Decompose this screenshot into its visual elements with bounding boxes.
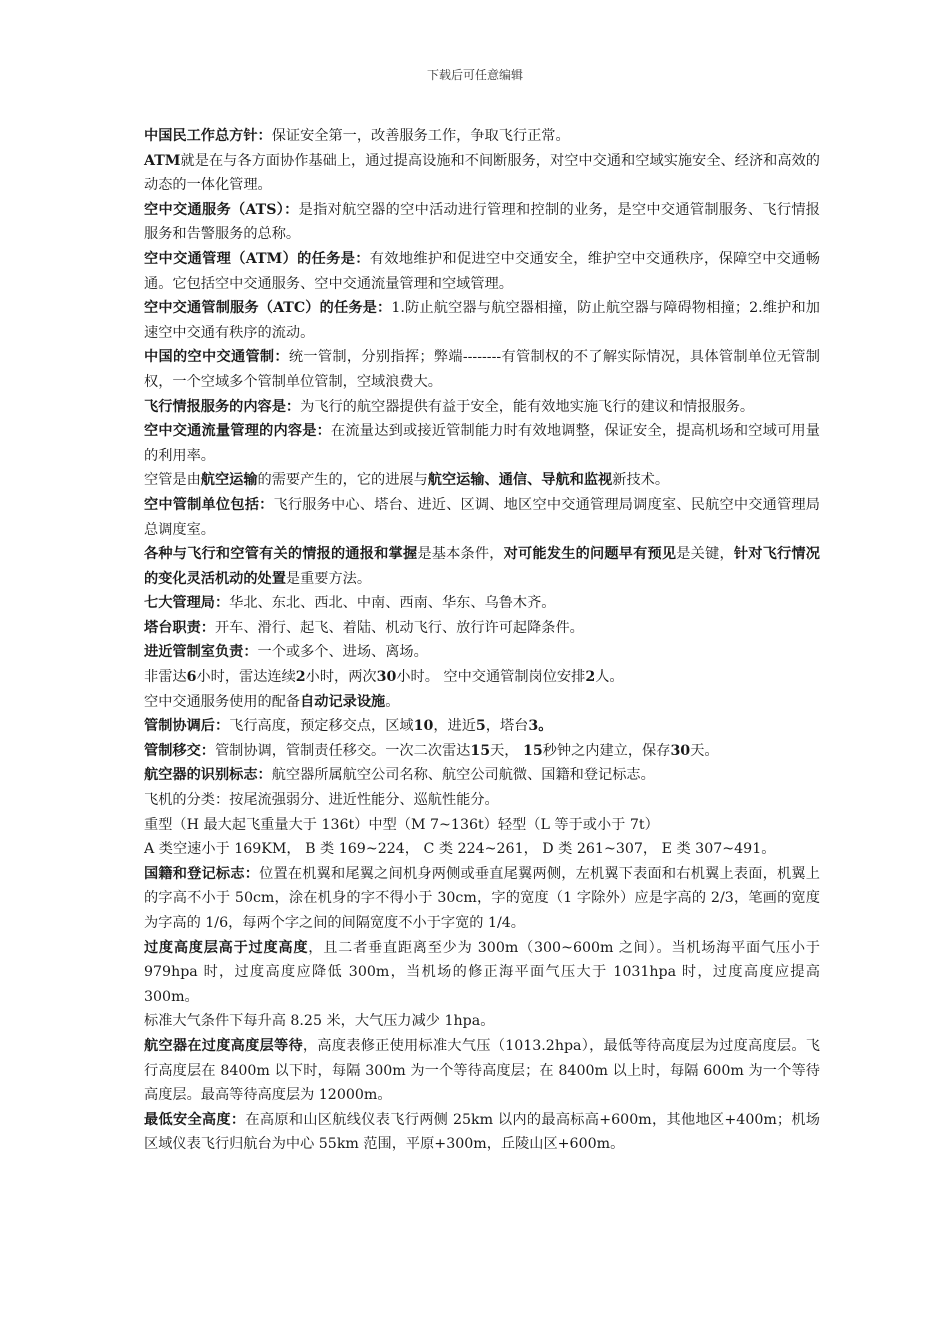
text-run: 是基本条件， [417, 546, 504, 563]
bold-term: 飞行情报服务的内容是： [144, 398, 301, 415]
text-run: 飞机的分类：按尾流强弱分、进近性能分、巡航性能分。 [144, 792, 499, 809]
bold-term: 七大管理局： [144, 595, 230, 612]
paragraph [144, 739, 820, 764]
bold-term: 5 [475, 718, 486, 735]
text-run: 是重要方法。 [285, 570, 372, 587]
bold-term: 30 [376, 669, 397, 686]
paragraph [144, 395, 820, 420]
text-run: 华北、东北、西北、中南、西南、华东、乌鲁木齐。 [229, 595, 556, 612]
paragraph [144, 1108, 820, 1157]
text-run: 保证安全第一，改善服务工作，争取飞行正常。 [271, 128, 570, 144]
bold-term: ATM [144, 152, 181, 169]
paragraph [144, 813, 820, 838]
text-run: 人。 [595, 669, 624, 686]
text-run: 统一管制，分别指挥；弊端--------有管制权的不了解实际情况，具体管制单位无管制权，一个空域多个管制单位管制，空域浪费大。 [144, 349, 820, 390]
bold-term: 10 [413, 718, 434, 735]
text-run: ，进近 [433, 718, 476, 735]
bold-term: 中国民工作总方针： [144, 128, 272, 144]
text-run: ，高度表修正使用标准大气压（1013.2hpa），最低等待高度层为过度高度层。飞行高度层在 8400m 以下时，每隔 300m 为一个等待高度层；在 8400m 以上时，每隔 600m 为一个等待高度层。最高等待高度层为 12000m。 [144, 1037, 820, 1104]
bold-term: 自动记录设施 [300, 693, 386, 710]
paragraph [144, 862, 820, 936]
paragraph [144, 690, 820, 715]
paragraph [144, 788, 820, 813]
bold-term: 2 [295, 669, 306, 686]
text-run: 新技术。 [612, 472, 670, 489]
text-run: 有效地维护和促进空中交通安全，维护空中交通秩序，保障空中交通畅通。它包括空中交通服务、空中交通流量管理和空域管理。 [144, 250, 820, 292]
paragraph [144, 616, 820, 641]
paragraph [144, 640, 820, 665]
paragraph [144, 936, 820, 1010]
bold-term: 15 [522, 742, 543, 759]
paragraph [144, 247, 820, 296]
text-run: ，且二者垂直距离至少为 300m（300~600m 之间）。当机场海平面气压小于 979hpa 时，过度高度应降低 300m，当机场的修正海平面气压大于 1031hpa 时，过度高度应提高 300m。 [144, 939, 820, 1005]
bold-term: 航空器在过度高度层等待 [144, 1037, 303, 1054]
text-run: 重型（H 最大起飞重量大于 136t）中型（M 7~136t）轻型（L 等于或小于 7t） [144, 816, 659, 833]
text-run: 1.防止航空器与航空器相撞，防止航空器与障碍物相撞；2.维护和加速空中交通有秩序的流动。 [144, 300, 820, 341]
paragraph [144, 837, 820, 862]
text-run: 是关键， [676, 546, 734, 563]
bold-term: 航空运输、通信、导航和监视 [427, 472, 613, 489]
bold-term: 塔台职责： [144, 619, 215, 636]
bold-term: 国籍和登记标志： [144, 865, 260, 882]
page-header: 下载后可任意编辑 [426, 68, 523, 82]
paragraph [144, 714, 820, 739]
paragraph [144, 198, 820, 247]
bold-term: 过度高度层高于过度高度 [144, 939, 309, 956]
bold-term: 空中交通管理（ATM）的任务是： [144, 250, 370, 267]
bold-term: 航空运输 [200, 472, 258, 489]
bold-term: 空中交通服务（ATS）： [144, 201, 299, 218]
paragraph [144, 419, 820, 468]
paragraph [144, 296, 820, 345]
bold-term: 进近管制室负责： [144, 644, 258, 661]
paragraph [144, 591, 820, 616]
text-run: 天。 [690, 742, 719, 759]
bold-term: 6 [186, 669, 197, 686]
bold-term: 最低安全高度： [144, 1111, 246, 1128]
bold-term: 15 [470, 742, 491, 759]
text-run: 在高原和山区航线仪表飞行两侧 25km 以内的最高标高+600m，其他地区+400m；机场区域仪表飞行归航台为中心 55km 范围，平原+300m，丘陵山区+600m。 [144, 1111, 820, 1153]
paragraph [144, 345, 820, 394]
bold-term: 2 [585, 669, 596, 686]
paragraph [144, 493, 820, 542]
text-run: 位置在机翼和尾翼之间机身两侧或垂直尾翼两侧，左机翼下表面和右机翼上表面，机翼上的字高不小于 50cm，涂在机身的字不得小于 30cm，字的宽度（1 字除外）应是字高的 2/3，笔画的宽度为字高的 1/6，每两个字之间的间隔宽度不小于字宽的 1/4。 [144, 865, 820, 931]
bold-term: 各种与飞行和空管有关的情报的通报和掌握 [144, 546, 418, 563]
text-run: 。 [385, 693, 400, 710]
text-run: A 类空速小于 169KM， B 类 169~224， C 类 224~261， D 类 261~307， E 类 307~491。 [144, 841, 776, 858]
bold-term: 航空器的识别标志： [144, 767, 272, 784]
bold-term: 30 [670, 742, 691, 759]
text-run: 在流量达到或接近管制能力时有效地调整，保证安全，提高机场和空域可用量的利用率。 [144, 423, 820, 464]
text-run: 一个或多个、进场、离场。 [257, 644, 428, 661]
paragraph [144, 763, 820, 788]
text-run: 小时，雷达连续 [196, 669, 296, 686]
text-run: 小时，两次 [305, 669, 377, 686]
bold-term: 空中交通管制服务（ATC）的任务是： [144, 300, 392, 317]
text-run: 为飞行的航空器提供有益于安全，能有效地实施飞行的建议和情报服务。 [300, 398, 755, 415]
bold-term: 对可能发生的问题早有预见 [503, 546, 677, 563]
text-run: 非雷达 [144, 669, 187, 686]
bold-term: 3。 [528, 718, 553, 735]
text-run: 空中交通服务使用的配备 [144, 693, 301, 710]
paragraph [144, 468, 820, 493]
text-run: 是指对航空器的空中活动进行管理和控制的业务，是空中交通管制服务、飞行情报服务和告警服务的总称。 [144, 201, 820, 243]
paragraph [144, 542, 820, 591]
paragraph [144, 149, 820, 198]
text-run: 航空器所属航空公司名称、航空公司航微、国籍和登记标志。 [271, 767, 655, 784]
text-run: 天， [490, 742, 523, 759]
text-run: 就是在与各方面协作基础上，通过提高设施和不间断服务，对空中交通和空域实施安全、经济和高效的动态的一体化管理。 [144, 152, 820, 194]
text-run: 空管是由 [144, 472, 201, 489]
text-run: 飞行服务中心、塔台、进近、区调、地区空中交通管理局调度室、民航空中交通管理局总调度室。 [144, 496, 820, 538]
bold-term: 空中管制单位包括： [144, 496, 274, 513]
text-run: 标准大气条件下每升高 8.25 米，大气压力减少 1hpa。 [144, 1013, 495, 1030]
paragraph [144, 665, 820, 690]
text-run: 管制协调，管制责任移交。一次二次雷达 [214, 742, 471, 759]
text-run: 开车、滑行、起飞、着陆、机动飞行、放行许可起降条件。 [214, 619, 584, 636]
bold-term: 针对飞行情况的变化灵活机动的处置 [144, 546, 820, 587]
paragraph [144, 1034, 820, 1108]
paragraph [144, 124, 820, 149]
document-body [144, 124, 820, 1157]
text-run: 小时。 空中交通管制岗位安排 [396, 669, 586, 686]
text-run: ，塔台 [485, 718, 529, 735]
text-run: 的需要产生的，它的进展与 [257, 472, 428, 489]
paragraph [144, 1009, 820, 1034]
bold-term: 空中交通流量管理的内容是： [144, 423, 332, 440]
text-run: 飞行高度，预定移交点，区域 [229, 718, 414, 735]
bold-term: 管制协调后： [144, 718, 230, 735]
text-run: 秒钟之内建立，保存 [542, 742, 671, 759]
bold-term: 管制移交： [144, 742, 215, 759]
bold-term: 中国的空中交通管制： [144, 349, 289, 366]
